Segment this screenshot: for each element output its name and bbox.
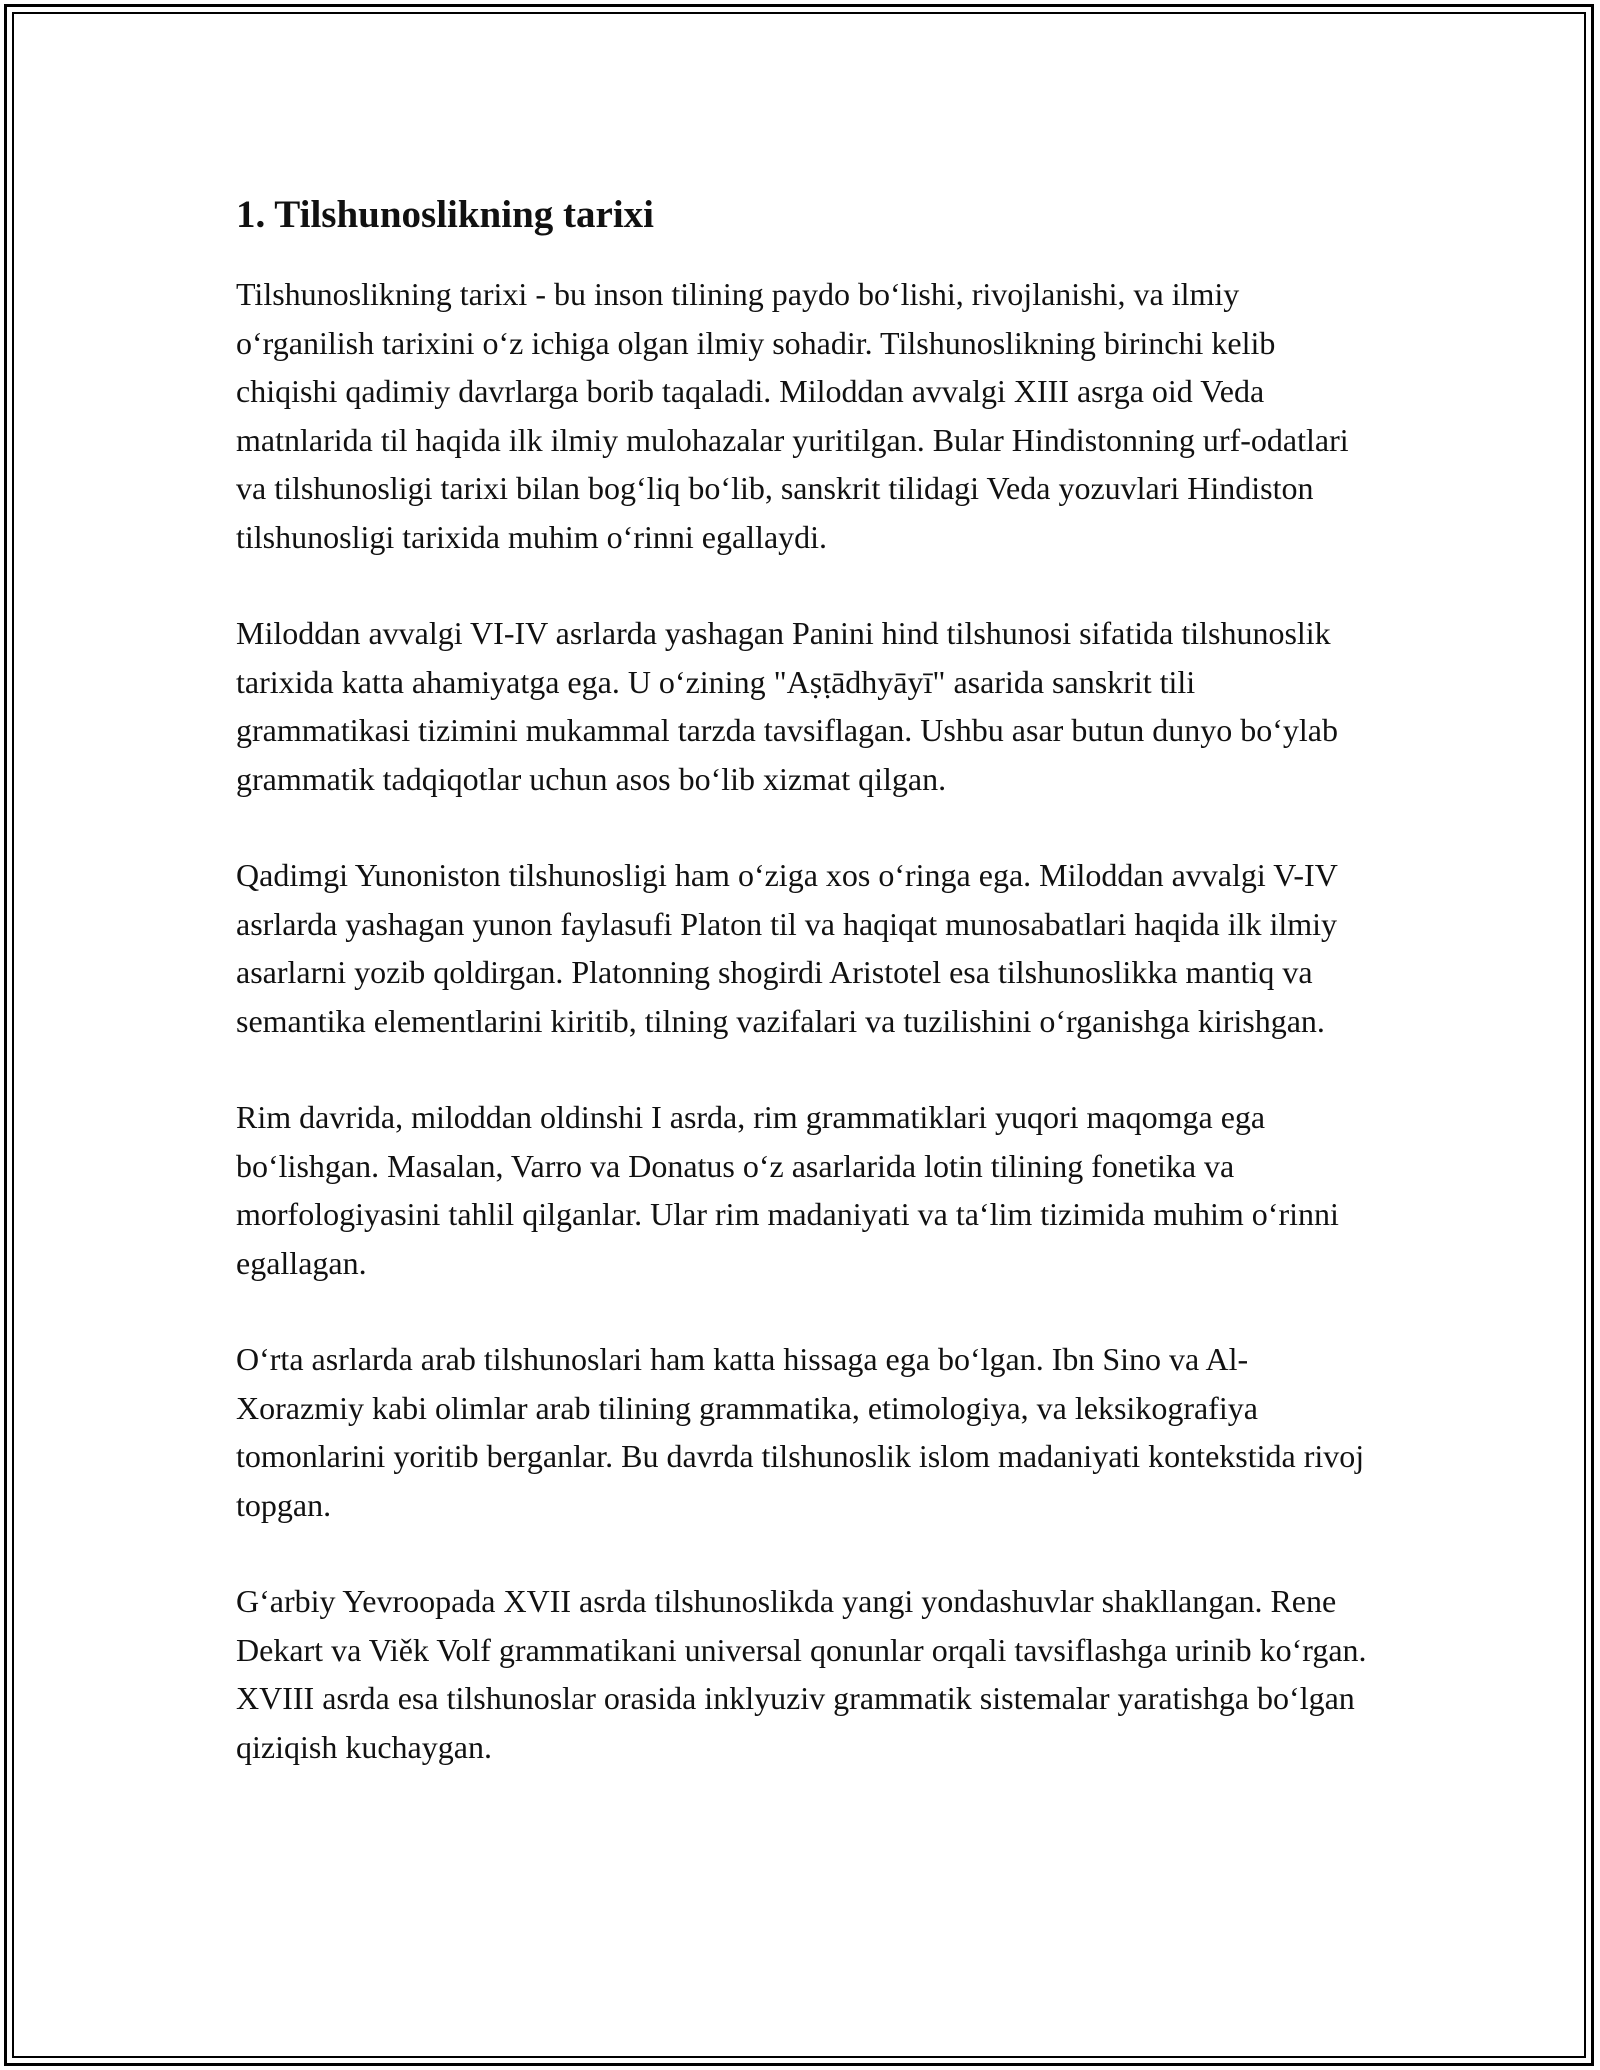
paragraph-4: Rim davrida, miloddan oldinshi I asrda, rim grammatiklari yuqori maqomga ega boʻlishgan. Masalan, Varro va Donatus oʻz asarlarida lotin tilining fonetika va morfologiyasini tahlil qilganlar. Ular rim madaniyati va taʻlim tizimida muhim oʻrinni egallagan. [236, 1099, 1339, 1281]
paragraph-5: Oʻrta asrlarda arab tilshunoslari ham katta hissaga ega boʻlgan. Ibn Sino va Al-Xorazmiy kabi olimlar arab tilining grammatika, etimologiya, va leksikografiya tomonlarini yoritib berganlar. Bu davrda tilshunoslik islom madaniyati kontekstida rivoj topgan. [236, 1341, 1365, 1523]
paragraph-1: Tilshunoslikning tarixi - bu inson tilining paydo boʻlishi, rivojlanishi, va ilmiy oʻrganilish tarixini oʻz ichiga olgan ilmiy sohadir. Tilshunoslikning birinchi kelib chiqishi qadimiy davrlarga borib taqaladi. Miloddan avvalgi XIII asrga oid Veda matnlarida til haqida ilk ilmiy mulohazalar yuritilgan. Bular Hindistonning urf-odatlari va tilshunosligi tarixi bilan bogʻliq boʻlib, sanskrit tilidagi Veda yozuvlari Hindiston tilshunosligi tarixida muhim oʻrinni egallaydi. [236, 276, 1349, 555]
paragraph-3: Qadimgi Yunoniston tilshunosligi ham oʻziga xos oʻringa ega. Miloddan avvalgi V-IV asrlarda yashagan yunon faylasufi Platon til va haqiqat munosabatlari haqida ilk ilmiy asarlarni yozib qoldirgan. Platonning shogirdi Aristotel esa tilshunoslikka mantiq va semantika elementlarini kiritib, tilning vazifalari va tuzilishini oʻrganishga kirishgan. [236, 857, 1338, 1039]
section-heading: 1. Tilshunoslikning tarixi [236, 193, 654, 236]
paragraph-6: Gʻarbiy Yevroopada XVII asrda tilshunoslikda yangi yondashuvlar shakllangan. Rene Dekart va Viěk Volf grammatikani universal qonunlar orqali tavsiflashga urinib koʻrgan. XVIII asrda esa tilshunoslar orasida inklyuziv grammatik sistemalar yaratishga boʻlgan qiziqish kuchaygan. [236, 1583, 1367, 1765]
document-body [236, 190, 1376, 1819]
paragraph-2: Miloddan avvalgi VI-IV asrlarda yashagan Panini hind tilshunosi sifatida tilshunoslik tarixida katta ahamiyatga ega. U oʻzining "Aṣṭādhyāyī" asarida sanskrit tili grammatikasi tizimini mukammal tarzda tavsiflagan. Ushbu asar butun dunyo boʻylab grammatik tadqiqotlar uchun asos boʻlib xizmat qilgan. [236, 615, 1338, 797]
